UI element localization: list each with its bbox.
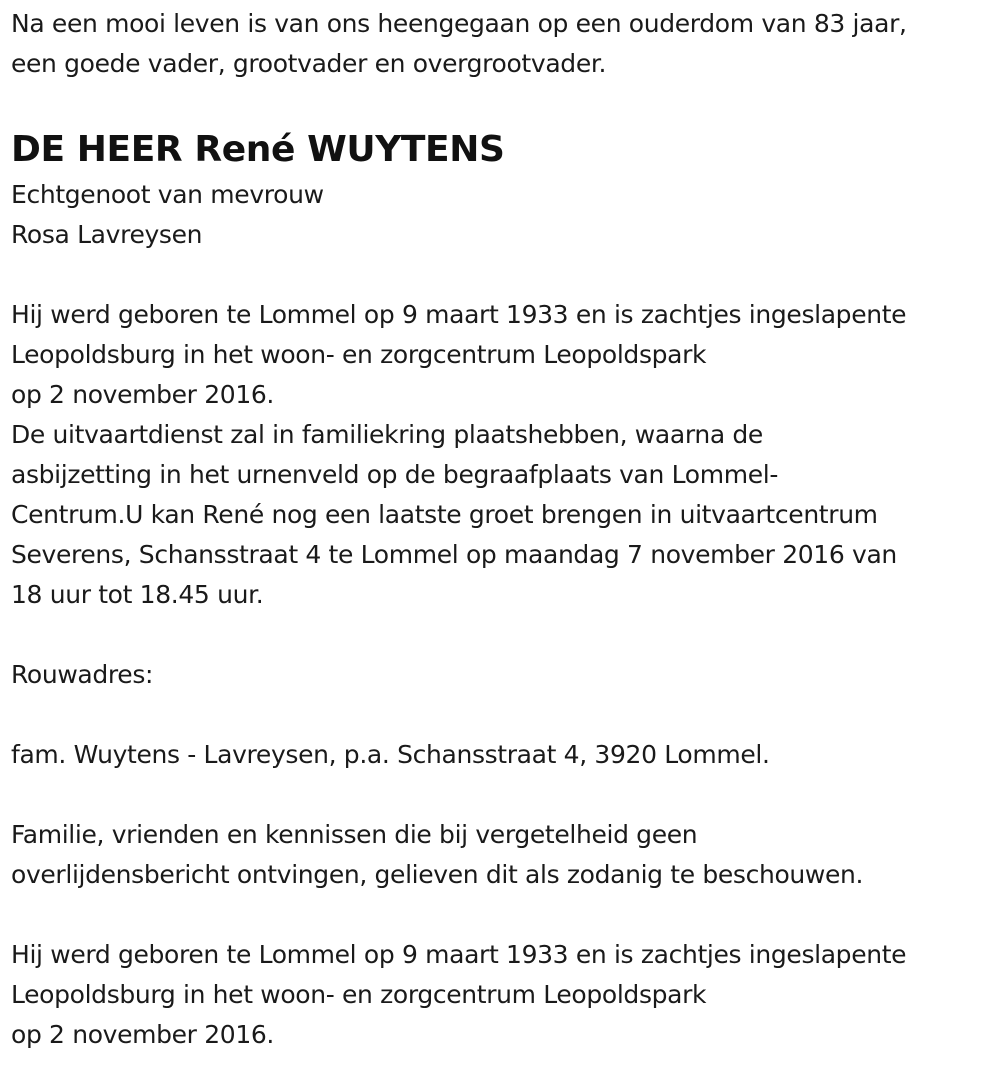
intro-line: Na een mooi leven is van ons heengegaan op een ouderdom van 83 jaar, xyxy=(11,9,907,38)
spacer xyxy=(11,895,996,935)
spacer xyxy=(11,255,996,295)
body-line: asbijzetting in het urnenveld op de begraafplaats van Lommel- xyxy=(11,460,778,489)
notice-line: overlijdensbericht ontvingen, gelieven dit als zodanig te beschouwen. xyxy=(11,860,864,889)
body-line: Centrum.U kan René nog een laatste groet brengen in uitvaartcentrum xyxy=(11,500,878,529)
body-line: De uitvaartdienst zal in familiekring plaatshebben, waarna de xyxy=(11,420,763,449)
repeat-line: Hij werd geboren te Lommel op 9 maart 1933 en is zachtjes ingeslapente xyxy=(11,940,907,969)
deceased-name: DE HEER René WUYTENS xyxy=(11,129,505,170)
spacer xyxy=(11,615,996,655)
address-line: fam. Wuytens - Lavreysen, p.a. Schansstraat 4, 3920 Lommel. xyxy=(11,740,770,769)
repeat-line: op 2 november 2016. xyxy=(11,1020,275,1049)
body-line: Leopoldsburg in het woon- en zorgcentrum Leopoldspark xyxy=(11,340,707,369)
obituary-document xyxy=(11,4,996,1055)
body-line: 18 uur tot 18.45 uur. xyxy=(11,580,264,609)
address-label: Rouwadres: xyxy=(11,660,154,689)
intro-line: een goede vader, grootvader en overgrootvader. xyxy=(11,49,607,78)
spacer xyxy=(11,695,996,735)
body-line: Severens, Schansstraat 4 te Lommel op maandag 7 november 2016 van xyxy=(11,540,897,569)
body-line: Hij werd geboren te Lommel op 9 maart 1933 en is zachtjes ingeslapente xyxy=(11,300,907,329)
spouse-name: Rosa Lavreysen xyxy=(11,220,203,249)
repeat-line: Leopoldsburg in het woon- en zorgcentrum Leopoldspark xyxy=(11,980,707,1009)
notice-line: Familie, vrienden en kennissen die bij vergetelheid geen xyxy=(11,820,698,849)
spacer xyxy=(11,775,996,815)
spouse-line: Echtgenoot van mevrouw xyxy=(11,180,324,209)
body-line: op 2 november 2016. xyxy=(11,380,275,409)
